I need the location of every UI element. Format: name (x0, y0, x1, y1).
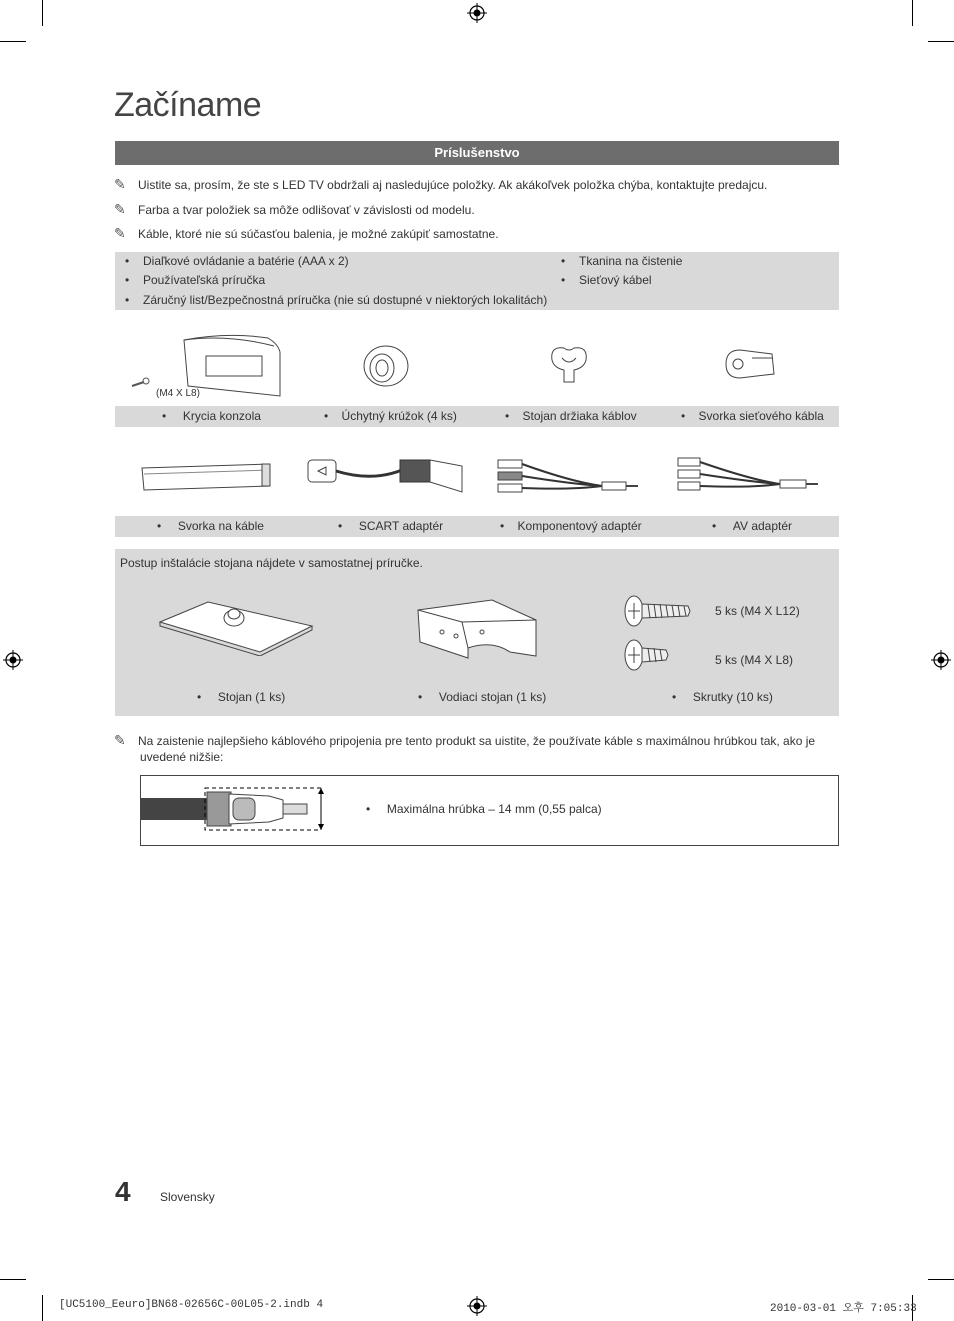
list-item: • Sieťový kábel (561, 273, 652, 287)
registration-mark-icon (467, 1296, 487, 1316)
footer-timestamp: 2010-03-01 오후 7:05:33 (770, 1303, 917, 1315)
pencil-icon: ✎ (114, 176, 126, 192)
crop-mark (912, 0, 913, 26)
note: ✎ Káble, ktoré nie sú súčasťou balenia, je možné zakúpiť samostatne. (114, 225, 499, 241)
screw-count-label: 5 ks (M4 X L12) (715, 604, 800, 618)
screw-long-illustration (624, 594, 694, 628)
note: ✎ Uistite sa, prosím, že ste s LED TV obdržali aj nasledujúce položky. Ak akákoľvek položka chýba, kontaktujte predajcu. (114, 176, 768, 192)
list-item: • Svorka na káble (157, 519, 264, 533)
cable-holder-stand-illustration (544, 342, 594, 386)
page-number: 4 (115, 1176, 131, 1207)
crop-mark (0, 1279, 26, 1280)
guide-stand-illustration (412, 596, 542, 662)
list-item: • Diaľkové ovládanie a batérie (AAA x 2) (125, 254, 349, 268)
language-label: Slovensky (160, 1190, 215, 1204)
screw-short-illustration (624, 638, 674, 672)
crop-mark (42, 1295, 43, 1321)
list-item: • Svorka sieťového kábla (681, 409, 824, 423)
list-item: • Vodiaci stojan (1 ks) (418, 690, 547, 704)
holder-ring-illustration (360, 344, 412, 388)
crop-mark (928, 41, 954, 42)
stand-note: Postup inštalácie stojana nájdete v samostatnej príručke. (120, 556, 423, 570)
screw-label: (M4 X L8) (156, 388, 200, 399)
list-item: • Komponentový adaptér (500, 519, 642, 533)
list-item: • Krycia konzola (162, 409, 261, 423)
list-item: • Maximálna hrúbka – 14 mm (0,55 palca) (366, 802, 602, 816)
component-adapter-illustration (492, 454, 642, 500)
list-item: • Skrutky (10 ks) (672, 690, 773, 704)
cable-tie-illustration (138, 458, 274, 496)
pencil-icon: ✎ (114, 732, 126, 748)
cable-plug-illustration (141, 786, 331, 832)
list-item: • Záručný list/Bezpečnostná príručka (nie sú dostupné v niektorých lokalitách) (125, 293, 548, 307)
power-cord-clamp-illustration (722, 346, 778, 382)
stand-illustration (156, 596, 316, 656)
list-item: • Tkanina na čistenie (561, 254, 683, 268)
page-title: Začíname (114, 86, 262, 124)
registration-mark-icon (467, 3, 487, 23)
list-item: • Úchytný krúžok (4 ks) (324, 409, 457, 423)
registration-mark-icon (931, 650, 951, 670)
crop-mark (928, 1279, 954, 1280)
crop-mark (0, 41, 26, 42)
pencil-icon: ✎ (114, 201, 126, 217)
crop-mark (42, 0, 43, 26)
list-item: • Používateľská príručka (125, 273, 266, 287)
pencil-icon: ✎ (114, 225, 126, 241)
note: ✎ Na zaistenie najlepšieho káblového pripojenia pre tento produkt sa uistite, že používate káble s maximálnou hrúbkou tak, ako je (114, 732, 816, 748)
registration-mark-icon (3, 650, 23, 670)
footer-file-info: [UC5100_Eeuro]BN68-02656C-00L05-2.indb 4 (59, 1299, 324, 1311)
screw-count-label: 5 ks (M4 X L8) (715, 653, 794, 667)
cover-bracket-illustration (128, 330, 288, 400)
list-item: • AV adaptér (712, 519, 793, 533)
section-header: Príslušenstvo (115, 141, 839, 165)
list-item: • SCART adaptér (338, 519, 444, 533)
note: ✎ Farba a tvar položiek sa môže odlišovať v závislosti od modelu. (114, 201, 475, 217)
list-item: • Stojan držiaka káblov (505, 409, 637, 423)
av-adapter-illustration (672, 452, 822, 498)
note-continuation: uvedené nižšie: (140, 750, 224, 764)
scart-adapter-illustration (302, 452, 468, 502)
list-item: • Stojan (1 ks) (197, 690, 286, 704)
